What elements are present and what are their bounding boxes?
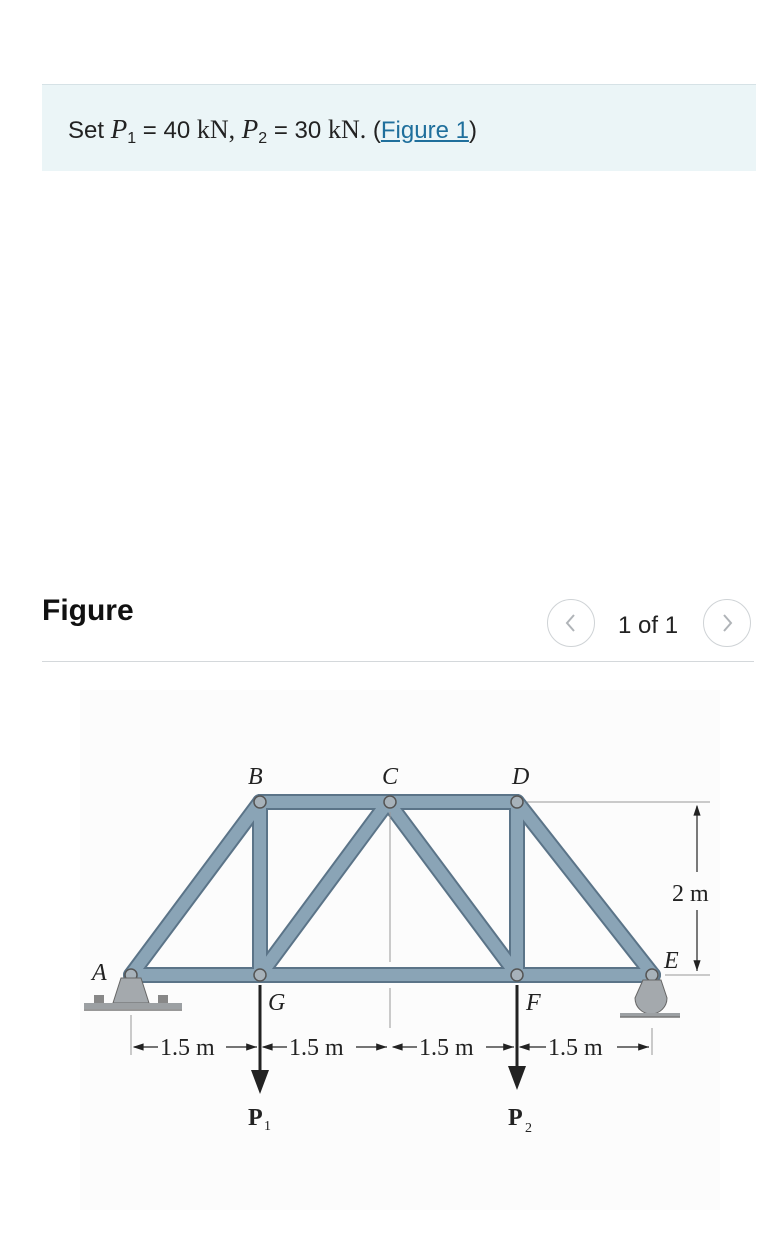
joint-C (384, 796, 396, 808)
load-P2-subscript: 2 (525, 1121, 532, 1136)
p2-value: = 30 (273, 117, 322, 144)
height-dimension (672, 806, 709, 971)
label-A: A (92, 960, 107, 986)
height-label: 2 m (672, 881, 709, 907)
label-E: E (664, 948, 679, 974)
member-DE (517, 802, 653, 975)
joint-F (511, 969, 523, 981)
set-word: Set (68, 117, 105, 144)
span-label-CF: 1.5 m (419, 1035, 474, 1061)
p1-symbol: P (110, 114, 128, 144)
load-P2-label: P (508, 1105, 523, 1131)
rocker-support-E (620, 980, 680, 1017)
joint-E (646, 969, 658, 981)
problem-text: Set $P_1 = 40$ kN, $P_2 = 30$ kN. (Figure 1) (68, 114, 477, 147)
span-dimensions (134, 1035, 649, 1061)
label-B: B (248, 764, 263, 790)
span-label-GC: 1.5 m (289, 1035, 344, 1061)
member-GC (260, 802, 388, 975)
p1-subscript: 1 (127, 130, 137, 147)
figure-counter: 1 of 1 (618, 612, 679, 639)
member-AB (131, 802, 260, 975)
joint-D (511, 796, 523, 808)
p2-subscript: 2 (258, 130, 268, 147)
figure-heading: Figure (42, 594, 134, 627)
load-P1-label: P (248, 1105, 263, 1131)
p1-unit: kN (196, 115, 229, 144)
truss-members (131, 802, 653, 975)
label-F: F (526, 990, 541, 1016)
joint-B (254, 796, 266, 808)
label-D: D (512, 764, 530, 790)
figure-link[interactable]: Figure 1 (380, 117, 469, 144)
p1-value: = 40 (142, 117, 191, 144)
load-P1-subscript: 1 (264, 1119, 271, 1134)
member-CF (388, 802, 517, 975)
label-G: G (268, 990, 286, 1016)
span-label-FE: 1.5 m (548, 1035, 603, 1061)
p2-unit: kN (327, 115, 360, 144)
label-C: C (382, 764, 399, 790)
p2-symbol: P (241, 114, 259, 144)
span-label-AG: 1.5 m (160, 1035, 215, 1061)
joint-G (254, 969, 266, 981)
